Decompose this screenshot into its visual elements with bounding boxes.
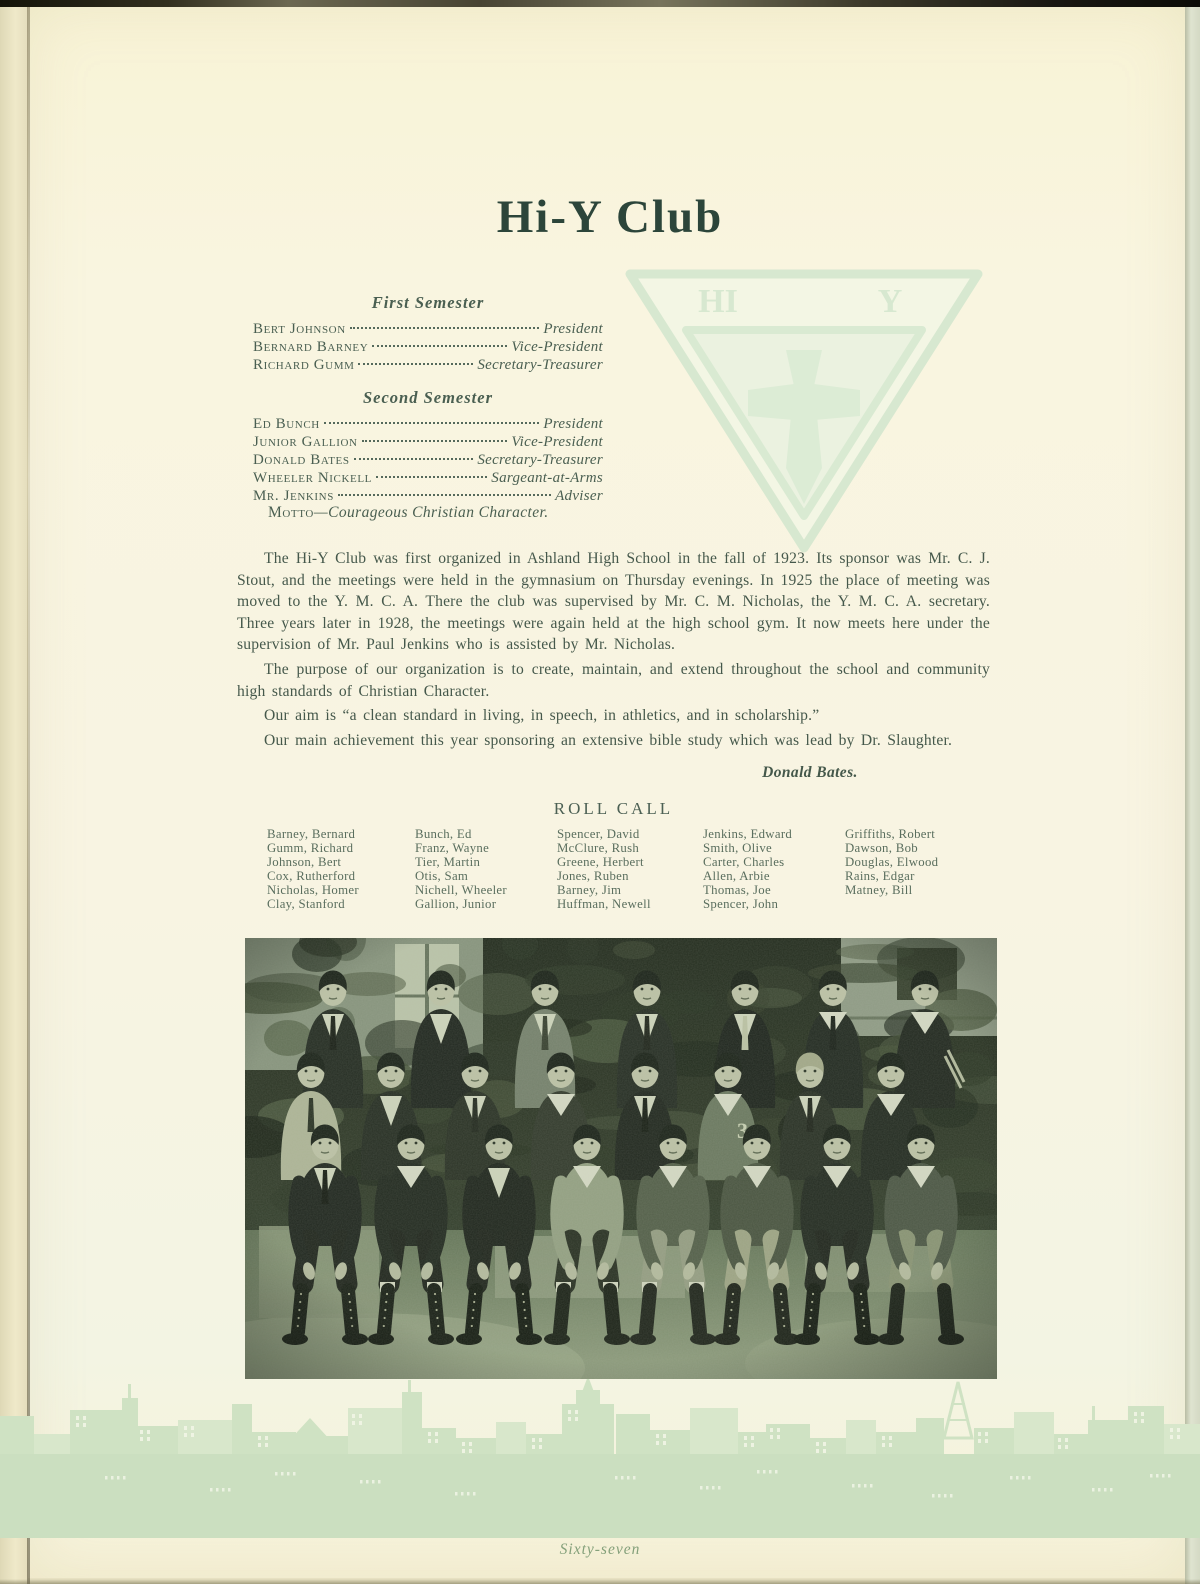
roll-call-name: Allen, Arbie	[703, 869, 770, 884]
roll-call-name: Barney, Bernard	[267, 827, 356, 841]
body-paragraph: Our main achievement this year sponsoring an extensive bible study which was lead by Dr. Slaughter.	[264, 731, 953, 749]
officer-title: Vice-President	[511, 433, 603, 450]
roll-call-name: Johnson, Bert	[267, 855, 342, 870]
dot-leader	[338, 494, 551, 496]
officer-name: Junior Gallion	[253, 433, 358, 450]
signature: Donald Bates.	[762, 764, 858, 781]
dot-leader	[354, 458, 474, 460]
page-right-edge	[1185, 0, 1200, 1584]
skyline-decoration	[0, 1376, 1200, 1538]
roll-call-name: Smith, Olive	[703, 841, 773, 856]
second-semester-list	[253, 415, 603, 506]
roll-call-name: Cox, Rutherford	[267, 869, 356, 884]
dot-leader	[350, 327, 540, 329]
roll-call-column	[703, 827, 845, 912]
officer-name: Donald Bates	[253, 452, 350, 469]
second-semester-heading: Second Semester	[362, 387, 494, 407]
roll-call-name: Barney, Jim	[557, 883, 622, 898]
roll-call-name: Nichell, Wheeler	[415, 883, 507, 898]
roll-call-name: Nicholas, Homer	[267, 883, 359, 898]
officer-row	[253, 320, 603, 338]
roll-call-name: Spencer, John	[703, 897, 779, 912]
officer-row	[253, 433, 603, 451]
officer-title: President	[543, 415, 603, 432]
roll-call-name: Tier, Martin	[415, 855, 481, 870]
history-text	[237, 548, 990, 754]
roll-call-name: Franz, Wayne	[415, 841, 490, 856]
roll-call-name: Greene, Herbert	[557, 855, 644, 870]
roll-call-column	[267, 827, 415, 912]
officer-name: Bert Johnson	[253, 321, 346, 337]
page-title: Hi-Y Club	[496, 191, 724, 243]
officer-row	[253, 487, 603, 505]
officer-name: Bernard Barney	[253, 339, 369, 356]
hi-y-emblem-watermark	[622, 264, 986, 556]
scan-bottom-edge	[0, 1579, 1200, 1584]
first-semester-list	[253, 320, 603, 375]
officer-name: Mr. Jenkins	[253, 488, 334, 505]
roll-call-name: Jones, Ruben	[557, 869, 629, 884]
emblem-letter-hi: HI	[698, 283, 738, 320]
roll-call-heading: ROLL CALL	[553, 799, 674, 818]
officer-title: Secretary-Treasurer	[477, 357, 603, 374]
officer-title: Vice-President	[511, 339, 603, 356]
roll-call-name: Clay, Stanford	[267, 897, 346, 912]
roll-call-name: Gumm, Richard	[267, 841, 354, 856]
officer-row	[253, 338, 603, 356]
roll-call-name: Huffman, Newell	[557, 897, 651, 912]
roll-call-name: Gallion, Junior	[415, 897, 497, 912]
scan-top-edge	[0, 0, 1200, 7]
roll-call-name: Thomas, Joe	[703, 883, 771, 898]
officer-row	[253, 356, 603, 374]
roll-call-column	[415, 827, 557, 912]
club-photo	[245, 938, 997, 1379]
roll-call-name: Matney, Bill	[845, 883, 913, 898]
roll-call-name: Douglas, Elwood	[845, 855, 939, 870]
binding-crease	[27, 0, 30, 1584]
roll-call-name: Jenkins, Edward	[703, 827, 793, 841]
roll-call-column	[557, 827, 703, 912]
binding-edge	[0, 0, 28, 1584]
roll-call-name: Carter, Charles	[703, 855, 785, 870]
officer-name: Richard Gumm	[253, 357, 355, 374]
officer-row	[253, 415, 603, 433]
dot-leader	[376, 476, 487, 478]
dot-leader	[324, 422, 540, 424]
officer-name: Wheeler Nickell	[253, 470, 372, 487]
motto-dash: —	[313, 504, 329, 521]
officer-title: President	[543, 321, 603, 337]
roll-call-name: Bunch, Ed	[415, 827, 472, 841]
roll-call-name: Otis, Sam	[415, 869, 469, 884]
officer-row	[253, 451, 603, 469]
first-semester-heading: First Semester	[371, 293, 485, 312]
roll-call-list	[267, 827, 977, 912]
officer-title: Secretary-Treasurer	[477, 452, 603, 469]
officer-title: Adviser	[555, 488, 603, 505]
roll-call-name: Rains, Edgar	[845, 869, 915, 884]
roll-call-name: McClure, Rush	[557, 841, 640, 856]
roll-call-name: Spencer, David	[557, 827, 640, 841]
body-paragraph: The purpose of our organization is to create, maintain, and extend throughout the school and community high standards of Christian Character.	[237, 660, 990, 700]
dot-leader	[362, 440, 508, 442]
body-paragraph: The Hi-Y Club was first organized in Ashland High School in the fall of 1923. Its sponsor was Mr. C. J. Stout, and the meetings were held in the gymnasium on Thursday evenings. In 1925 the place of meeting was moved to the Y. M. C. A. There the club was supervised by Mr. C. M. Nicholas, the Y. M. C. A. secretary. Three years later in 1928, the meetings were again held at the high school gym. It now meets here under the supervision of Mr. Paul Jenkins who is assisted by Mr. Nicholas.	[237, 550, 990, 654]
emblem-letter-y: Y	[877, 283, 903, 320]
motto-line	[268, 504, 549, 522]
roll-call-name: Griffiths, Robert	[845, 827, 936, 841]
officer-name: Ed Bunch	[253, 415, 320, 432]
motto-label: Motto	[268, 504, 314, 521]
officers-section	[253, 293, 603, 506]
dot-leader	[358, 363, 473, 365]
roll-call-name: Dawson, Bob	[845, 841, 918, 856]
dot-leader	[372, 345, 507, 347]
page-number: Sixty-seven	[559, 1541, 641, 1558]
motto-text: Courageous Christian Character.	[328, 504, 549, 521]
officer-row	[253, 469, 603, 487]
officer-title: Sargeant-at-Arms	[491, 470, 603, 487]
body-paragraph: Our aim is “a clean standard in living, in speech, in athletics, and in scholarship.”	[264, 707, 820, 725]
roll-call-column	[845, 827, 966, 912]
